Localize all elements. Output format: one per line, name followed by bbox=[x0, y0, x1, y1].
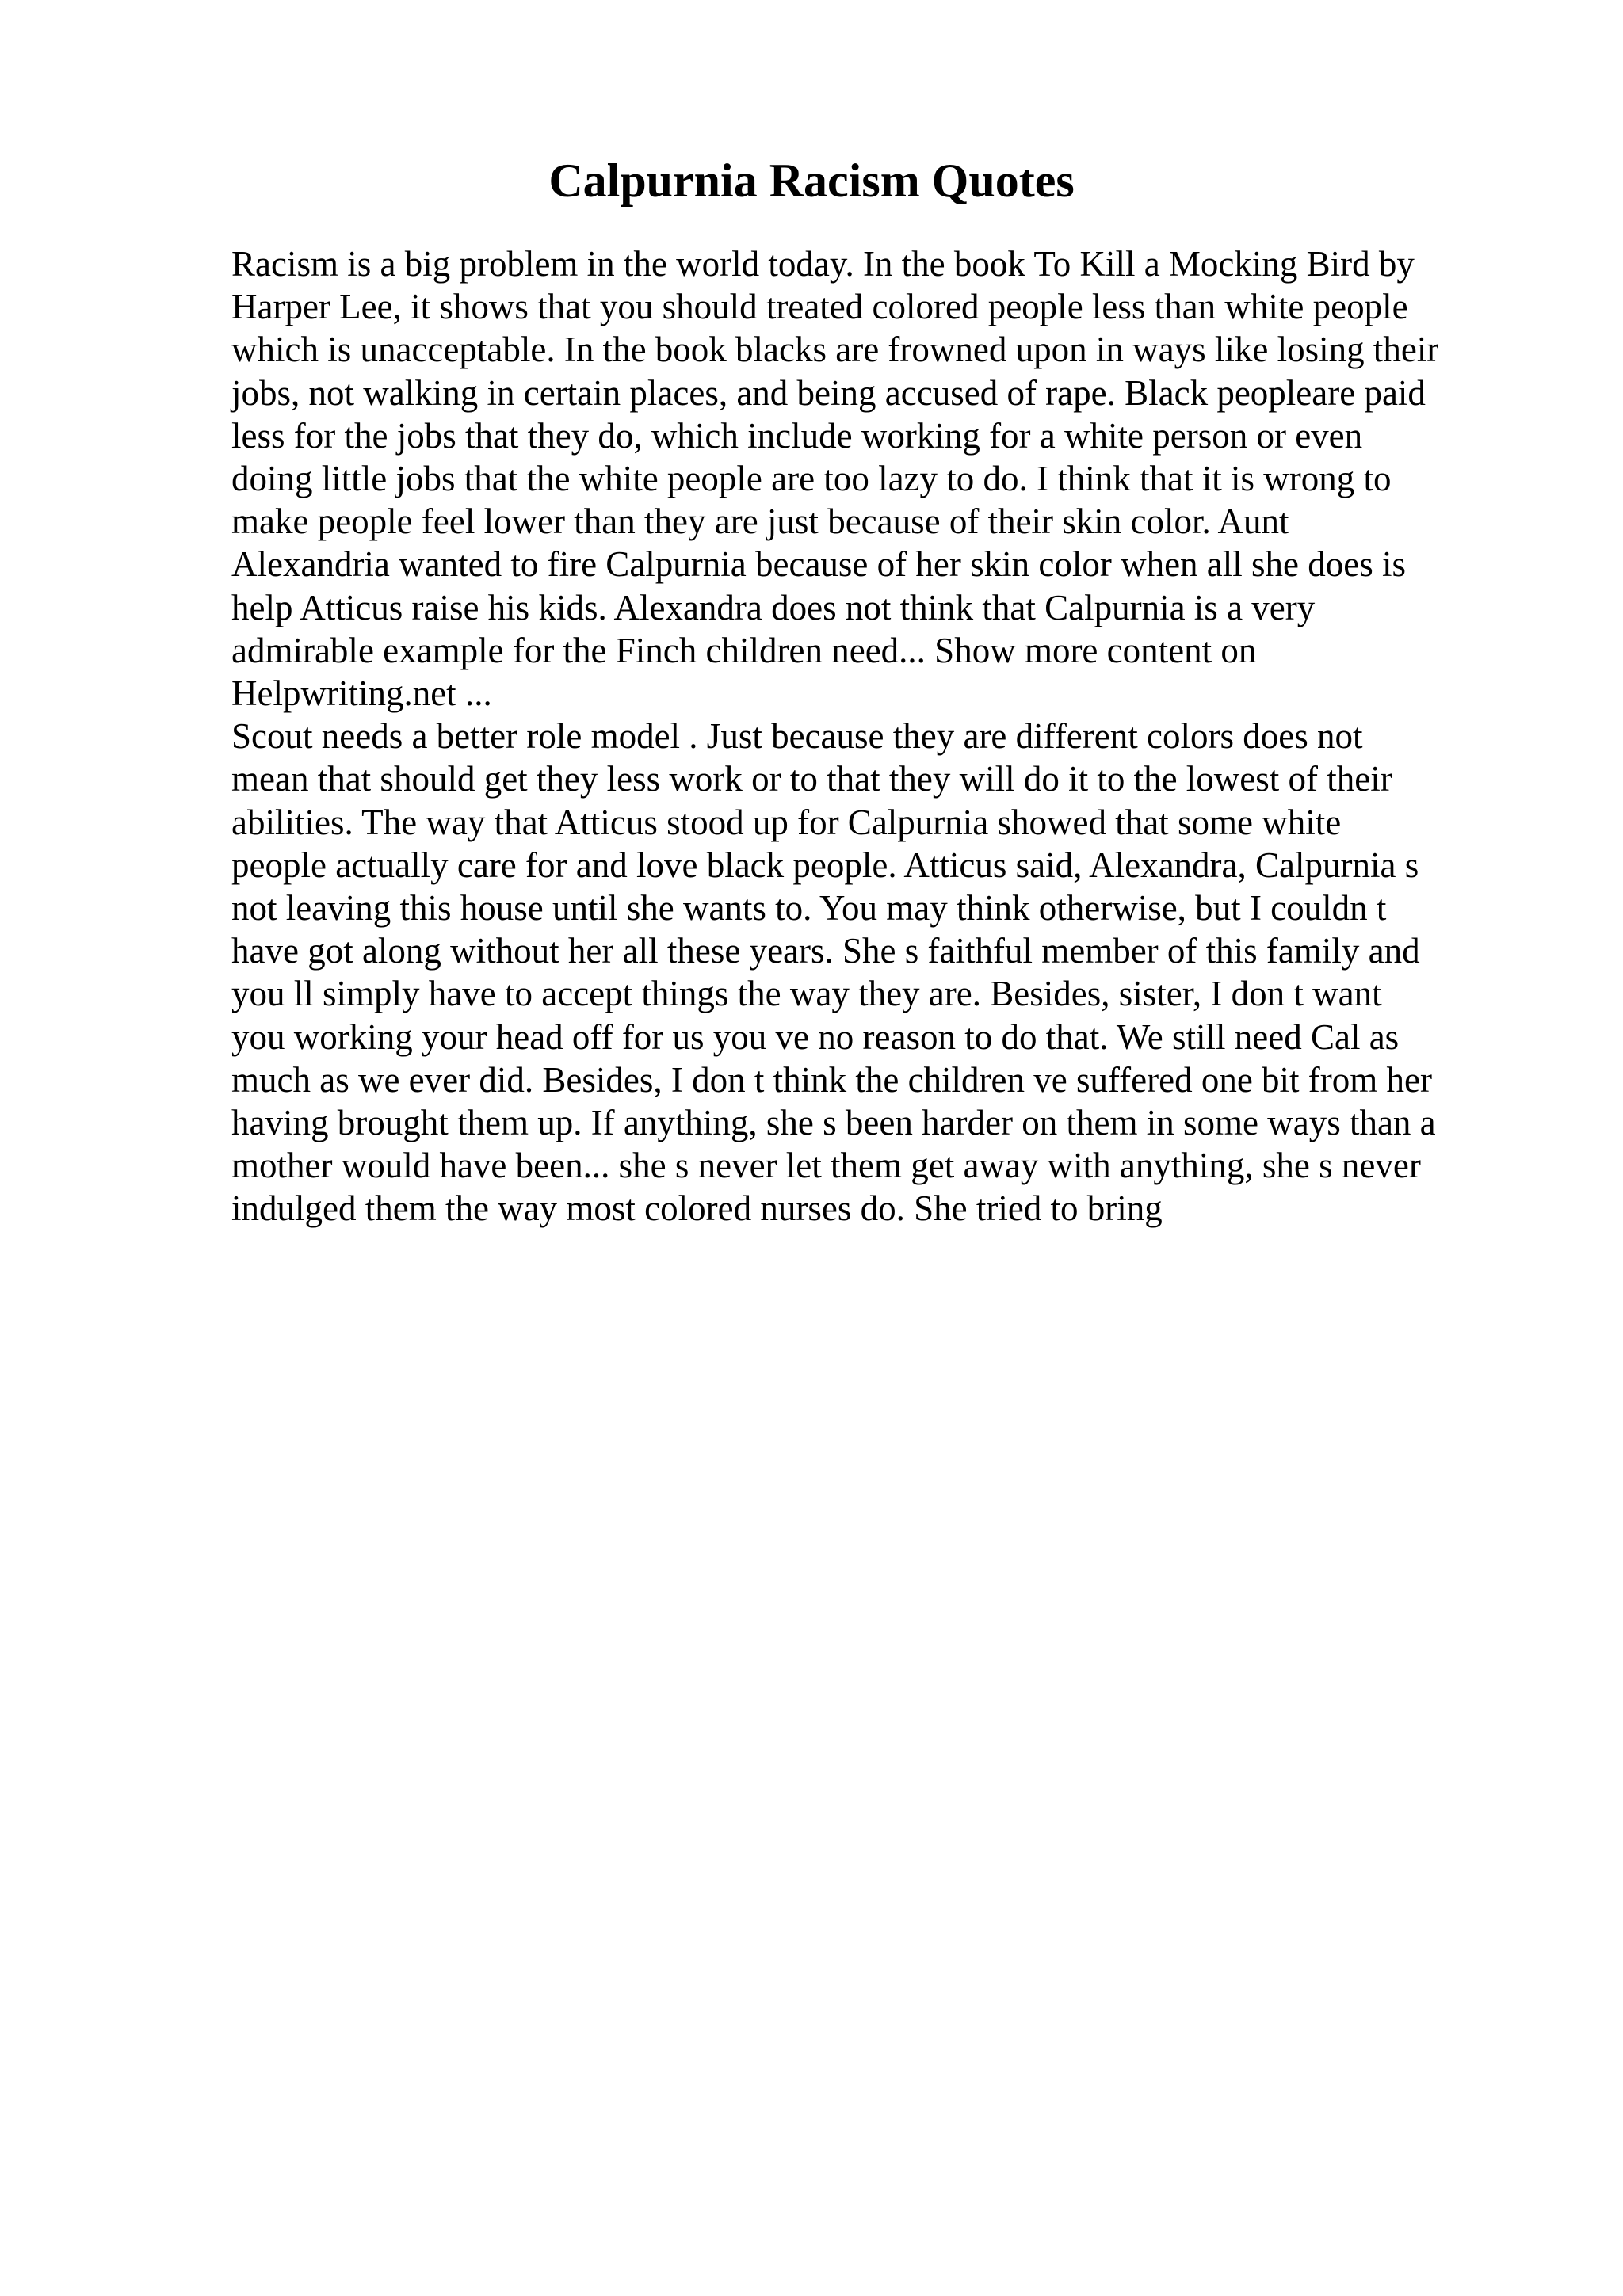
body-line: mean that should get they less work or to that they will do it to the lowest of their bbox=[231, 759, 1392, 799]
body-line: help Atticus raise his kids. Alexandra does not think that Calpurnia is a very bbox=[231, 587, 1316, 627]
document-body bbox=[231, 242, 1499, 1230]
body-line: Racism is a big problem in the world today. In the book To Kill a Mocking Bird by bbox=[231, 244, 1415, 284]
body-line: admirable example for the Finch children need... Show more content on bbox=[231, 630, 1257, 670]
body-line: abilities. The way that Atticus stood up for Calpurnia showed that some white bbox=[231, 802, 1342, 842]
body-line: not leaving this house until she wants to. You may think otherwise, but I couldn t bbox=[231, 888, 1387, 929]
body-line: indulged them the way most colored nurses do. She tried to bring bbox=[231, 1188, 1163, 1229]
body-line: mother would have been... she s never let them get away with anything, she s never bbox=[231, 1146, 1421, 1186]
body-line: less for the jobs that they do, which include working for a white person or even bbox=[231, 415, 1363, 456]
body-line: Scout needs a better role model . Just because they are different colors does not bbox=[231, 716, 1363, 757]
body-line: much as we ever did. Besides, I don t think the children ve suffered one bit from her bbox=[231, 1059, 1432, 1100]
body-line: jobs, not walking in certain places, and being accused of rape. Black peopleare paid bbox=[231, 372, 1426, 413]
body-line: Alexandria wanted to fire Calpurnia because of her skin color when all she does is bbox=[231, 544, 1407, 585]
body-line: you working your head off for us you ve no reason to do that. We still need Cal as bbox=[231, 1016, 1400, 1057]
body-line: doing little jobs that the white people are too lazy to do. I think that it is wrong to bbox=[231, 459, 1392, 499]
body-line: you ll simply have to accept things the way they are. Besides, sister, I don t want bbox=[231, 974, 1382, 1014]
body-line: Helpwriting.net ... bbox=[231, 673, 492, 714]
body-line: people actually care for and love black people. Atticus said, Alexandra, Calpurnia s bbox=[231, 845, 1419, 885]
body-line: having brought them up. If anything, she s been harder on them in some ways than a bbox=[231, 1103, 1436, 1143]
body-line: make people feel lower than they are just because of their skin color. Aunt bbox=[231, 502, 1289, 542]
body-line: which is unacceptable. In the book blacks are frowned upon in ways like losing their bbox=[231, 330, 1439, 370]
body-line: have got along without her all these years. She s faithful member of this family and bbox=[231, 931, 1420, 971]
body-line: Harper Lee, it shows that you should treated colored people less than white people bbox=[231, 287, 1408, 327]
document-title: Calpurnia Racism Quotes bbox=[548, 154, 1075, 207]
